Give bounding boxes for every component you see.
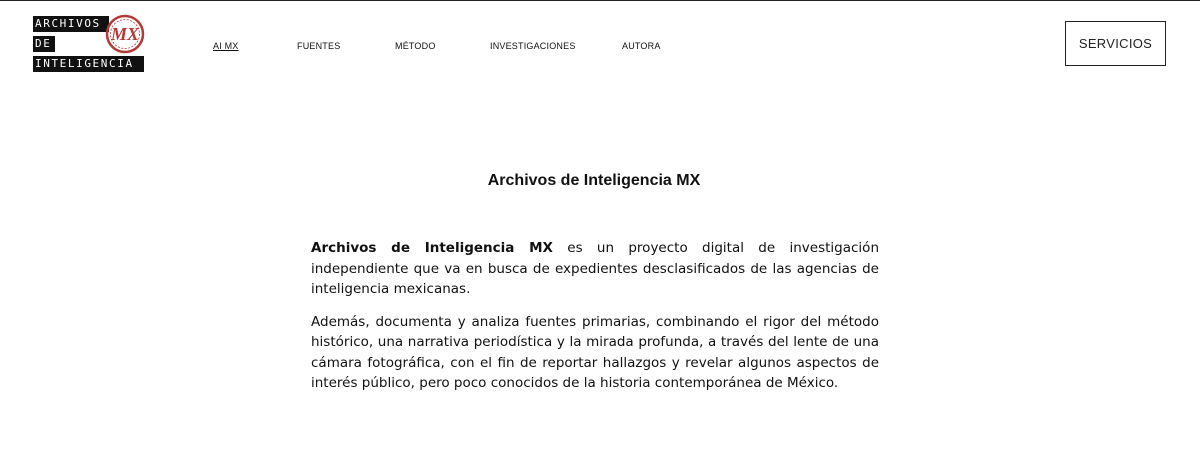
nav-fuentes[interactable]: FUENTES bbox=[297, 41, 341, 51]
nav-metodo[interactable]: MÉTODO bbox=[395, 41, 436, 51]
project-name-bold: Archivos de Inteligencia MX bbox=[311, 240, 553, 256]
nav-autora[interactable]: AUTORA bbox=[622, 41, 661, 51]
intro-paragraph-1 bbox=[311, 238, 879, 300]
logo-word-inteligencia: INTELIGENCIA bbox=[33, 56, 144, 72]
intro-paragraph-2: Además, documenta y analiza fuentes primarias, combinando el rigor del método histórico, una narrativa periodística y la mirada profunda, a través del lente de una cámara fotográfica, con el fin de reportar hallazgos y revelar algunos aspectos de interés público, pero poco conocidos de la historia contemporánea de México. bbox=[311, 313, 879, 391]
page-title: Archivos de Inteligencia MX bbox=[487, 172, 701, 189]
services-button[interactable]: SERVICIOS bbox=[1065, 21, 1166, 66]
logo-word-de: DE bbox=[33, 36, 55, 52]
top-border bbox=[0, 0, 1200, 1]
nav-ai-mx[interactable]: AI MX bbox=[213, 41, 239, 51]
nav-investigaciones[interactable]: INVESTIGACIONES bbox=[490, 41, 576, 51]
site-logo[interactable] bbox=[33, 14, 148, 74]
intro-text bbox=[311, 238, 879, 406]
logo-word-archivos: ARCHIVOS bbox=[33, 16, 109, 32]
intro-paragraph-1-text: es un proyecto digital de investigación independiente que va en busca de expedientes desclasificados de las agencias de inteligencia mexicanas. bbox=[311, 240, 879, 297]
logo-stamp-text: MX bbox=[110, 24, 139, 44]
